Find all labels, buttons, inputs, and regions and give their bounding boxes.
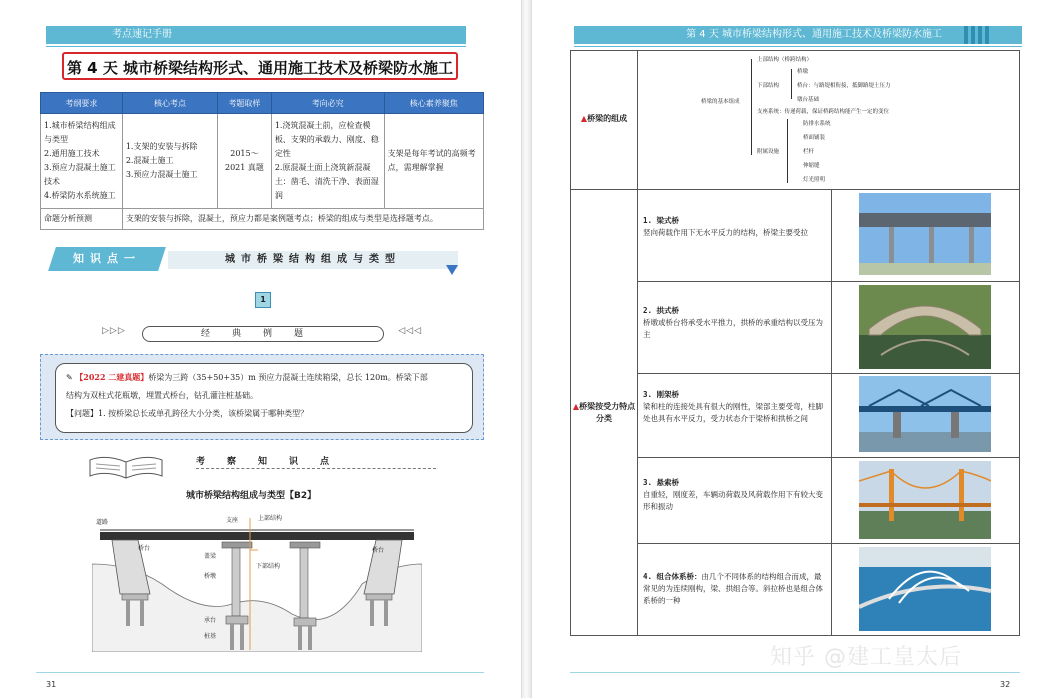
- label-support: 支座: [226, 517, 239, 524]
- label-abutment: 桥台: [138, 545, 151, 552]
- bridge-structure-diagram: [92, 504, 422, 652]
- bridge-type-row: [637, 543, 1019, 635]
- footer-line: [570, 672, 1020, 673]
- suspension-bridge-photo: [859, 461, 991, 539]
- review-heading: [86, 452, 446, 480]
- label-road: 道路: [96, 519, 109, 526]
- arrow-left-icon: ◁◁◁: [398, 326, 422, 336]
- label-cap-beam: 盖梁: [204, 553, 217, 560]
- column-divider: [831, 189, 832, 281]
- row-label-text: 桥梁的组成: [587, 114, 628, 123]
- table-cell: 1.城市桥梁结构组成与类型 2.通用施工技术 3.预应力混凝土施工技术 4.桥梁防水系统施工: [41, 114, 123, 209]
- pencil-icon: ✎: [66, 373, 73, 382]
- page-title: 第 4 天 城市桥梁结构形式、通用施工技术及桥梁防水施工: [62, 52, 458, 80]
- question-box: [40, 354, 484, 440]
- column-divider: [831, 457, 832, 543]
- table-row: [41, 209, 484, 230]
- book-gutter: [521, 0, 531, 698]
- mindmap-leaf: 栏杆: [803, 149, 815, 155]
- label-substructure: 下部结构: [256, 563, 281, 570]
- knowledge-point-banner: [46, 247, 466, 273]
- mindmap-leaf: 伸缩缝: [803, 163, 820, 169]
- left-page: [0, 0, 522, 698]
- mindmap-node: 附属设施: [757, 149, 780, 155]
- column-divider: [831, 281, 832, 373]
- arch-bridge-photo: [859, 285, 991, 369]
- watermark: 知乎 @建工皇太后: [770, 645, 962, 670]
- bridge-types-table: [570, 50, 1020, 636]
- right-header: 第 4 天 城市桥梁结构形式、通用施工技术及桥梁防水施工: [574, 26, 1022, 44]
- row-label-composition: [571, 113, 637, 125]
- bridge-type-row: [637, 281, 1019, 373]
- mindmap-node: 下部结构: [757, 83, 780, 89]
- bridge-type-desc: 竖向荷载作用下无水平反力的结构，桥梁主要受拉: [643, 228, 808, 237]
- row-label-classification: [571, 401, 637, 425]
- exam-outline-table: [40, 92, 484, 230]
- question-prompt: 【问题】1. 按桥梁总长或单孔跨径大小分类，该桥梁属于哪种类型？: [66, 409, 309, 418]
- mindmap-leaf: 桥面铺装: [803, 135, 826, 141]
- question-card: [55, 363, 473, 433]
- mindmap-root: 桥梁的基本组成: [701, 99, 740, 105]
- review-label: 考察知识点: [196, 457, 352, 467]
- table-cell: 支架的安装与拆除，混凝土，预应力都是案例题考点；桥梁的组成与类型是选择题考点。: [122, 209, 483, 230]
- bridge-deck: [100, 532, 414, 540]
- bridge-type-row: [637, 189, 1019, 281]
- bridge-type-text: [643, 389, 829, 425]
- mindmap-leaf: 灯光照明: [803, 177, 826, 183]
- table-header: 考向必究: [271, 93, 384, 114]
- bridge-type-title: 3. 悬索桥: [643, 478, 680, 487]
- table-header: 考题取样: [218, 93, 272, 114]
- bridge-type-title: 1. 梁式桥: [643, 216, 680, 225]
- table-header: 考纲要求: [41, 93, 123, 114]
- number-badge: 1: [255, 292, 271, 308]
- composition-mindmap: [639, 51, 1019, 189]
- table-row: [41, 114, 484, 209]
- question-text: 桥梁为三跨（35+50+35）m 预应力混凝土连续箱梁，总长 120m。桥梁下部: [148, 373, 428, 382]
- bridge-type-title: 4. 组合体系桥：: [643, 572, 702, 581]
- knowledge-point-title: 城市桥梁结构组成与类型: [168, 251, 458, 269]
- example-label: 经典例题: [142, 326, 384, 342]
- bridge-type-row: [637, 373, 1019, 457]
- mindmap-brace: [791, 69, 792, 99]
- bridge-type-text: [643, 477, 829, 513]
- bridge-type-text: [643, 305, 829, 341]
- diagram-title: 城市桥梁结构组成与类型【B2】: [186, 491, 317, 501]
- bridge-type-text: [643, 571, 829, 607]
- bridge-type-desc: 自重轻，刚度差，车辆动荷载及风荷载作用下有较大变形和振动: [643, 490, 823, 511]
- table-cell: 2015～2021 真题: [218, 114, 272, 209]
- row-label-text: 桥梁按受力特点分类: [579, 402, 636, 423]
- bridge-type-desc: 由几个不同体系的结构组合而成，最常见的为连续刚构，梁、拱组合等。斜拉桥也是组合体系桥的一种: [643, 572, 823, 605]
- footer-line: [36, 672, 484, 673]
- page-number: 31: [46, 680, 57, 689]
- mindmap-leaf: 防排水系统: [803, 121, 831, 127]
- table-cell: 支架是每年考试的高频考点，需理解掌握: [384, 114, 483, 209]
- beam-bridge-photo: [859, 193, 991, 275]
- mindmap-leaf: 桥墩: [797, 69, 809, 75]
- mindmap-node: 支座系统：传递荷载，保证桥跨结构能产生一定的变位: [757, 109, 890, 115]
- table-cell: 1.浇筑混凝土前，应检查模板、支架的承载力、刚度、稳定性 2.原混凝土面上浇筑新混凝土：凿毛、清洗干净、表面湿润: [271, 114, 384, 209]
- table-header: 核心素养聚焦: [384, 93, 483, 114]
- arrow-right-icon: ▷▷▷: [102, 326, 126, 336]
- label-pier: 桥墩: [204, 573, 217, 580]
- triangle-down-icon: [446, 265, 458, 275]
- label-pile: 桩基: [204, 633, 217, 640]
- bridge-type-title: 2. 拱式桥: [643, 306, 680, 315]
- right-page: [531, 0, 1052, 698]
- example-heading: [102, 326, 422, 342]
- label-superstructure: 上部结构: [258, 515, 283, 522]
- bridge-type-desc: 梁和柱的连接处具有很大的刚性，梁部主要受弯，柱脚处也具有水平反力，受力状态介于梁桥和拱桥之间: [643, 402, 823, 423]
- mindmap-leaf: 墩台基础: [797, 97, 820, 103]
- label-abutment: 桥台: [372, 547, 385, 554]
- table-header-row: [41, 93, 484, 114]
- open-book-icon: [86, 452, 166, 480]
- header-line: [46, 46, 466, 47]
- dashed-divider: [196, 468, 436, 469]
- question-text: 结构为双柱式花瓶墩，埋置式桥台，钻孔灌注桩基础。: [66, 391, 258, 400]
- table-cell: 1.支架的安装与拆除 2.混凝土施工 3.预应力混凝土施工: [122, 114, 217, 209]
- header-line: [574, 46, 1022, 47]
- mindmap-brace: [751, 59, 752, 155]
- label-pile-cap: 承台: [204, 617, 217, 624]
- page-number: 32: [1000, 680, 1011, 689]
- left-header: 考点速记手册: [46, 26, 466, 44]
- composite-bridge-photo: [859, 547, 991, 631]
- question-tag: 【2022 二建真题】: [75, 372, 149, 382]
- rigid-frame-bridge-photo: [859, 376, 991, 452]
- bridge-type-text: [643, 215, 829, 239]
- table-header: 核心考点: [122, 93, 217, 114]
- bridge-type-desc: 桥墩或桥台将承受水平推力，拱桥的承重结构以受压为主: [643, 318, 823, 339]
- row-label-column: [571, 51, 638, 635]
- bridge-type-title: 3. 刚架桥: [643, 390, 680, 399]
- column-divider: [831, 373, 832, 457]
- mindmap-leaf: 桥台：与路堤相衔接，抵御路堤土压力: [797, 83, 891, 89]
- mindmap-brace: [787, 119, 788, 183]
- triangle-up-icon: ▲: [580, 114, 588, 123]
- mindmap-node: 上部结构（桥跨结构）: [757, 57, 813, 63]
- knowledge-point-tag-label: 知识点一: [73, 252, 141, 265]
- knowledge-point-tag: [48, 247, 166, 271]
- bridge-type-row: [637, 457, 1019, 543]
- table-cell: 命题分析预测: [41, 209, 123, 230]
- triangle-up-icon: ▲: [572, 402, 580, 411]
- column-divider: [831, 543, 832, 635]
- header-stripes: [964, 26, 989, 44]
